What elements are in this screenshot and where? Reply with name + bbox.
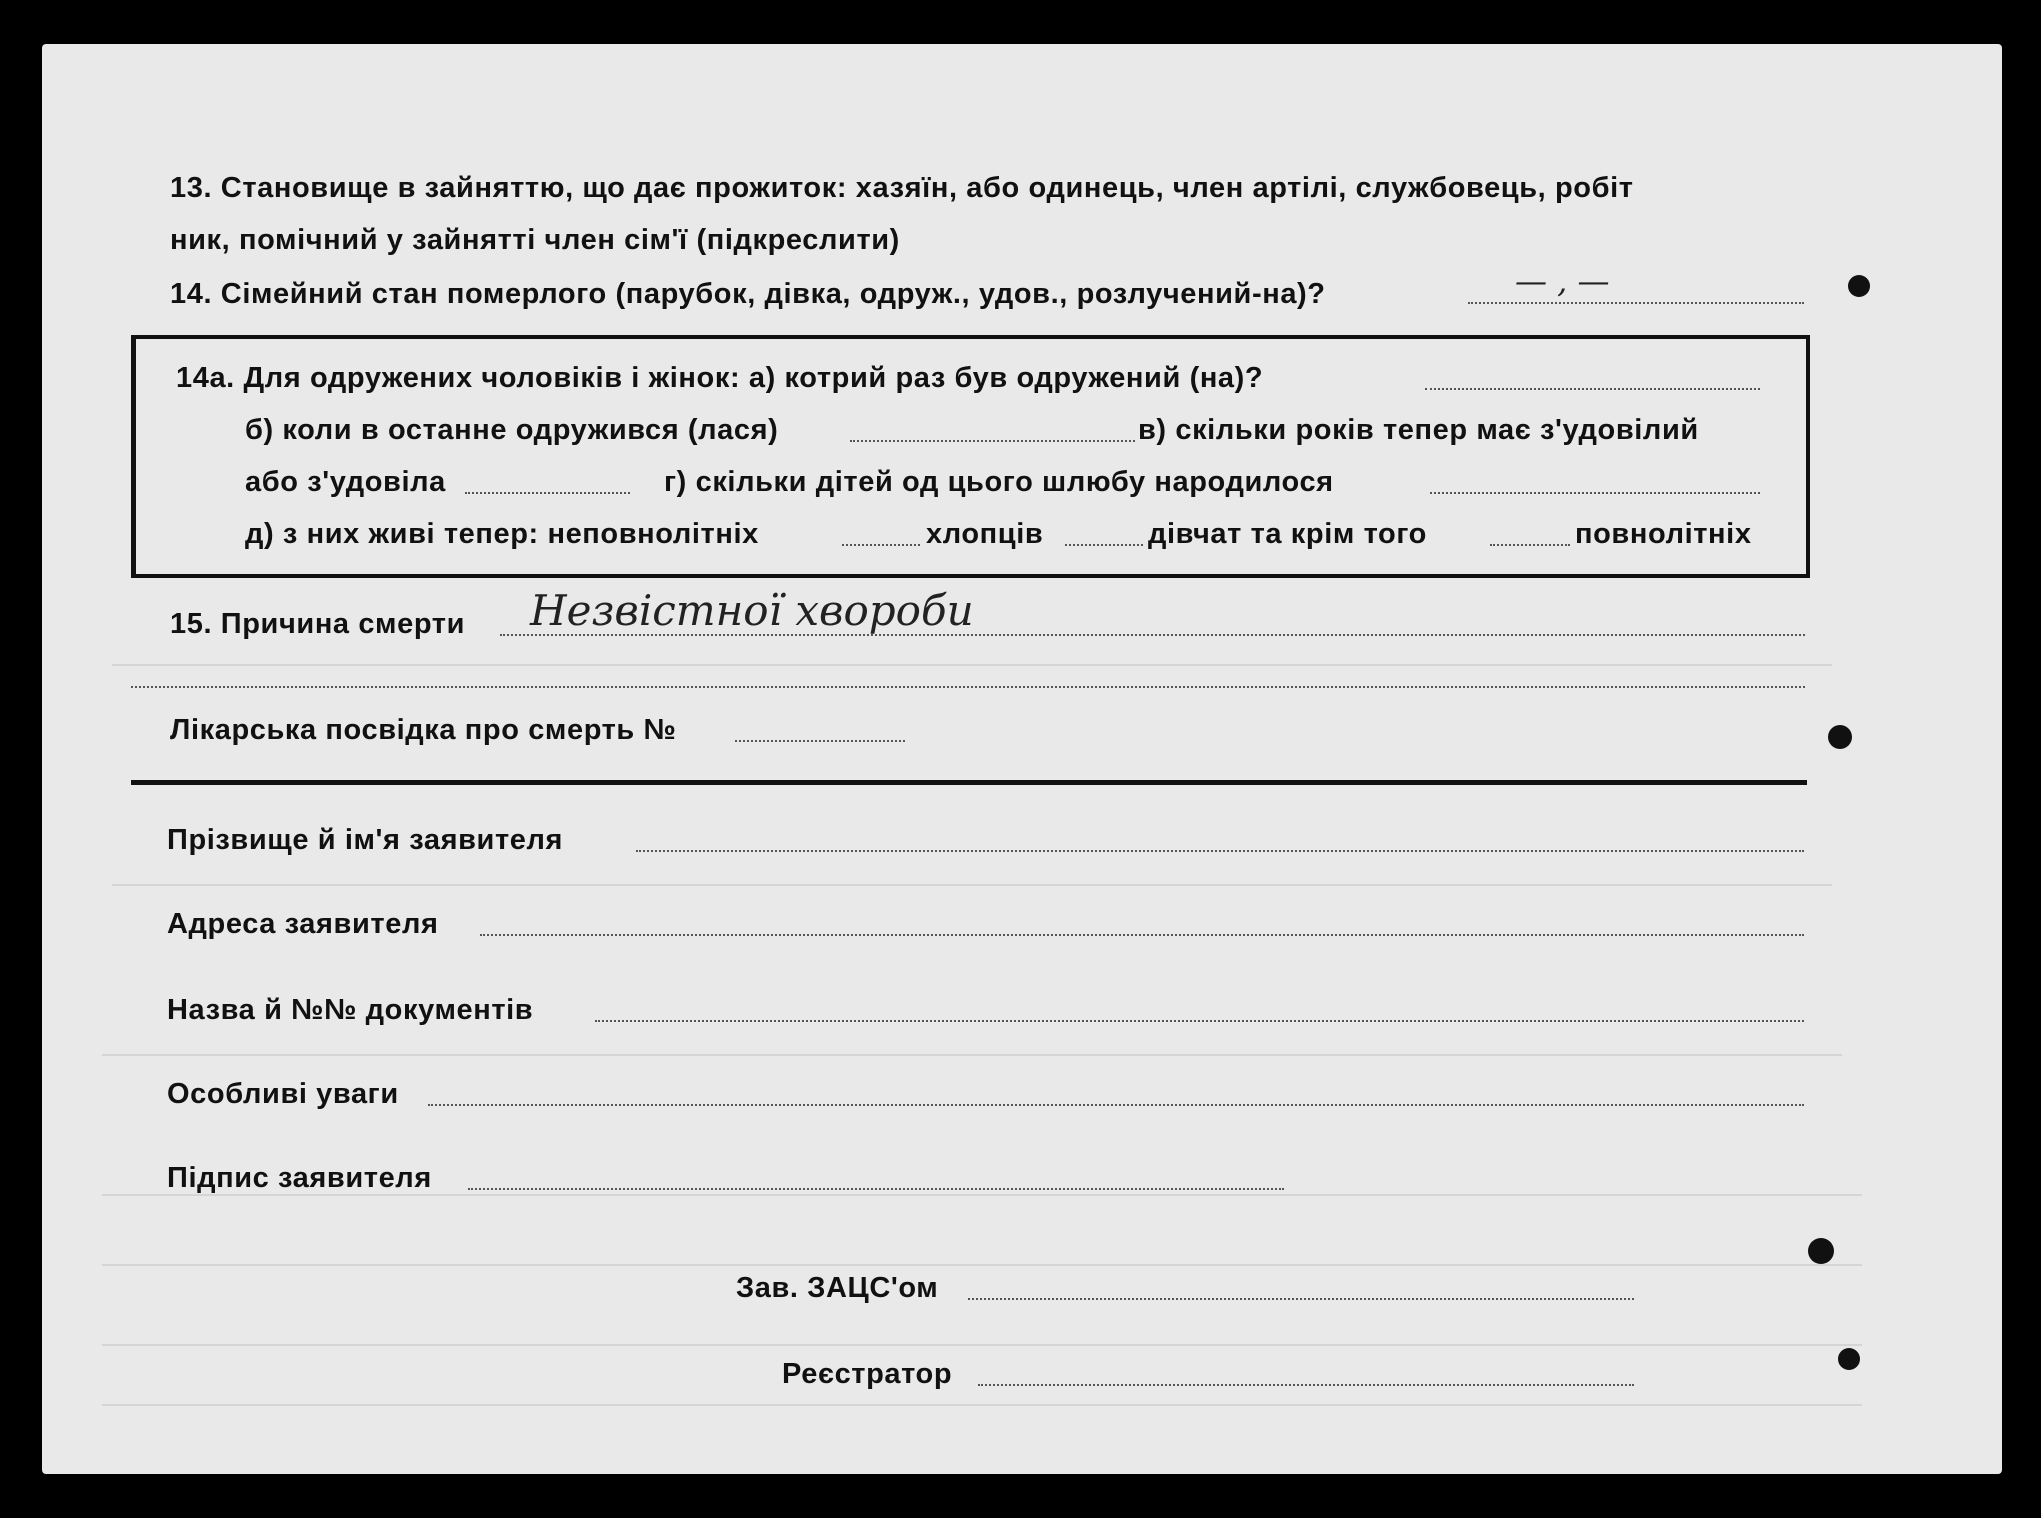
item-14: 14. Сімейний стан померлого (парубок, дівка, одруж., удов., розлучений-на)? — [170, 278, 1326, 310]
item-14a-a-line — [1425, 388, 1760, 390]
notes-label: Особливі уваги — [167, 1078, 399, 1110]
item-14a-d-line — [842, 544, 920, 546]
item-14a-adults: повнолітніх — [1575, 518, 1752, 550]
registrar-label: Реєстратор — [782, 1358, 953, 1390]
item-14a-g-line — [1430, 492, 1760, 494]
documents-label: Назва й №№ документів — [167, 994, 534, 1026]
item-14a-girls: дівчат та крім того — [1148, 518, 1427, 550]
item-14-answer-line — [1468, 302, 1804, 304]
item-14-answer: — , — — [1515, 262, 1610, 300]
head-zags-label: Зав. ЗАЦС'ом — [736, 1272, 939, 1304]
item-13-line1: 13. Становище в зайняттю, що дає прожиток: хазяїн, або одинець, член артілі, службовець, робіт — [170, 172, 1634, 204]
item-14a-line1: 14а. Для одружених чоловіків і жінок: а) котрий раз був одружений (на)? — [176, 362, 1264, 394]
applicant-signature-label: Підпис заявителя — [167, 1162, 432, 1194]
binding-hole — [1838, 1348, 1860, 1370]
item-15-second-line — [131, 686, 1805, 688]
registrar-line — [978, 1384, 1634, 1386]
medical-certificate: Лікарська посвідка про смерть № — [170, 714, 677, 746]
item-14a-b-line — [850, 440, 1135, 442]
item-14a-v: в) скільки років тепер має з'удовілий — [1138, 414, 1699, 446]
item-14a-abo-line — [465, 492, 630, 494]
item-14a-d: д) з них живі тепер: неповнолітніх — [245, 518, 759, 550]
section-divider — [131, 780, 1807, 785]
documents-line — [595, 1020, 1804, 1022]
binding-hole — [1828, 725, 1852, 749]
applicant-address-label: Адреса заявителя — [167, 908, 439, 940]
item-15-handwritten-answer: Незвістної хвороби — [530, 586, 974, 635]
item-14a-abo: або з'удовіла — [245, 466, 446, 498]
medical-certificate-line — [735, 740, 905, 742]
head-zags-line — [968, 1298, 1634, 1300]
item-14a-girls-line — [1490, 544, 1570, 546]
applicant-name-label: Прізвище й ім'я заявителя — [167, 824, 564, 856]
binding-hole — [1848, 275, 1870, 297]
applicant-signature-line — [468, 1188, 1284, 1190]
item-14a-g: г) скільки дітей од цього шлюбу народилося — [664, 466, 1334, 498]
notes-line — [428, 1104, 1804, 1106]
form-sheet — [42, 44, 2002, 1474]
item-15: 15. Причина смерти — [170, 608, 465, 640]
item-14a-boys: хлопців — [926, 518, 1044, 550]
applicant-name-line — [636, 850, 1804, 852]
item-14a-boys-line — [1065, 544, 1143, 546]
item-14a-b: б) коли в останне одружився (лася) — [245, 414, 779, 446]
binding-hole — [1808, 1238, 1834, 1264]
item-13-line2: ник, помічний у зайнятті член сім'ї (підкреслити) — [170, 224, 900, 256]
applicant-address-line — [480, 934, 1804, 936]
